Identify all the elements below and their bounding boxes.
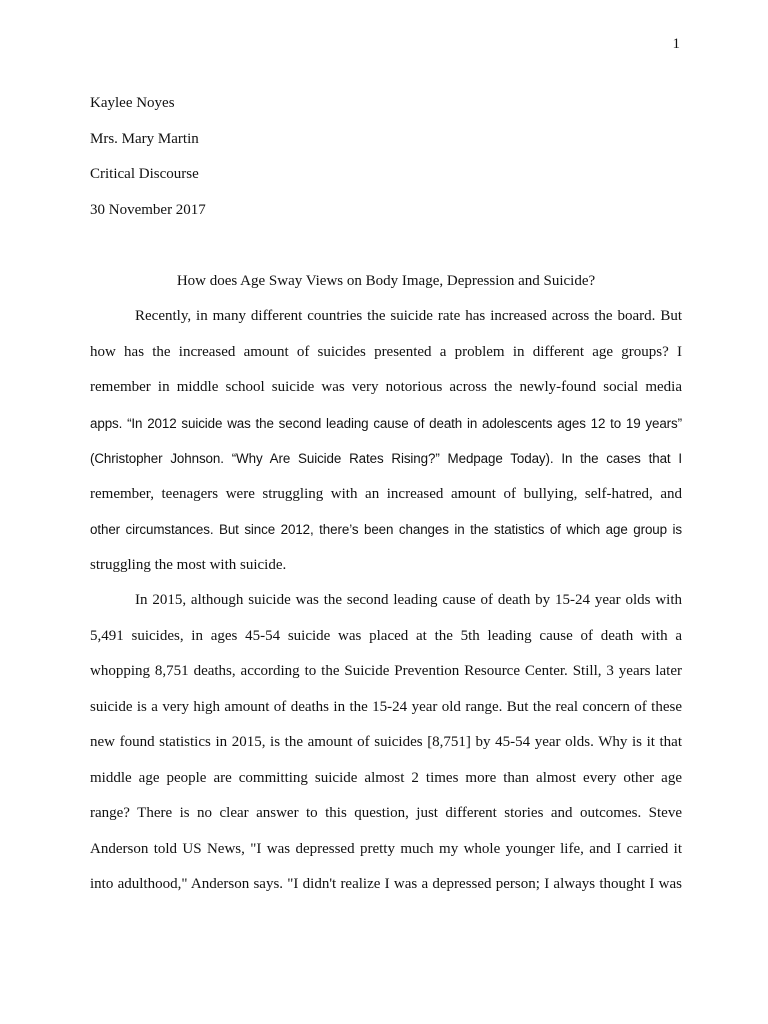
- paragraph-2: [90, 583, 682, 903]
- blank-line: [90, 228, 682, 264]
- paragraph-line: new found statistics in 2015, is the amount of suicides [8,751] by 45-54 year olds. Why is it that: [90, 734, 682, 750]
- paragraph-line: into adulthood," Anderson says. "I didn't realize I was a depressed person; I always thought I was: [90, 876, 682, 892]
- paragraph-line: Anderson told US News, "I was depressed pretty much my whole younger life, and I carried it: [90, 840, 682, 857]
- paragraph-line: suicide is a very high amount of deaths in the 15-24 year old range. But the real concern of these: [90, 698, 682, 715]
- document-date: 30 November 2017: [90, 201, 206, 218]
- paragraph-line: apps. “In 2012 suicide was the second leading cause of death in adolescents ages 12 to 19 years”: [90, 415, 682, 431]
- paragraph-line: remember, teenagers were struggling with an increased amount of bullying, self-hatred, and: [90, 485, 682, 502]
- instructor-name: Mrs. Mary Martin: [90, 130, 199, 147]
- paragraph-line: middle age people are committing suicide almost 2 times more than almost every other age: [90, 769, 682, 786]
- paragraph-line: range? There is no clear answer to this question, just different stories and outcomes. Steve: [90, 805, 682, 821]
- paragraph-line: other circumstances. But since 2012, there’s been changes in the statistics of which age group is: [90, 522, 682, 537]
- paragraph-line: whopping 8,751 deaths, according to the Suicide Prevention Resource Center. Still, 3 years later: [90, 663, 682, 679]
- document-body: [90, 86, 682, 903]
- paragraph-line: struggling the most with suicide.: [90, 556, 287, 573]
- paragraph-line: (Christopher Johnson. “Why Are Suicide Rates Rising?” Medpage Today). In the cases that I: [90, 451, 682, 466]
- essay-title: How does Age Sway Views on Body Image, Depression and Suicide?: [176, 272, 596, 289]
- page-number: 1: [672, 36, 680, 52]
- paragraph-line: how has the increased amount of suicides presented a problem in different age groups? I: [90, 343, 682, 360]
- paragraph-line: remember in middle school suicide was very notorious across the newly-found social media: [90, 379, 682, 395]
- paragraph-line: Recently, in many different countries the suicide rate has increased across the board. But: [135, 308, 682, 324]
- author-name: Kaylee Noyes: [90, 95, 175, 111]
- paragraph-line: In 2015, although suicide was the second leading cause of death by 15-24 year olds with: [135, 592, 682, 608]
- paragraph-line: 5,491 suicides, in ages 45-54 suicide was placed at the 5th leading cause of death with a: [90, 627, 682, 644]
- paragraph-1: [90, 299, 682, 583]
- course-name: Critical Discourse: [90, 166, 199, 182]
